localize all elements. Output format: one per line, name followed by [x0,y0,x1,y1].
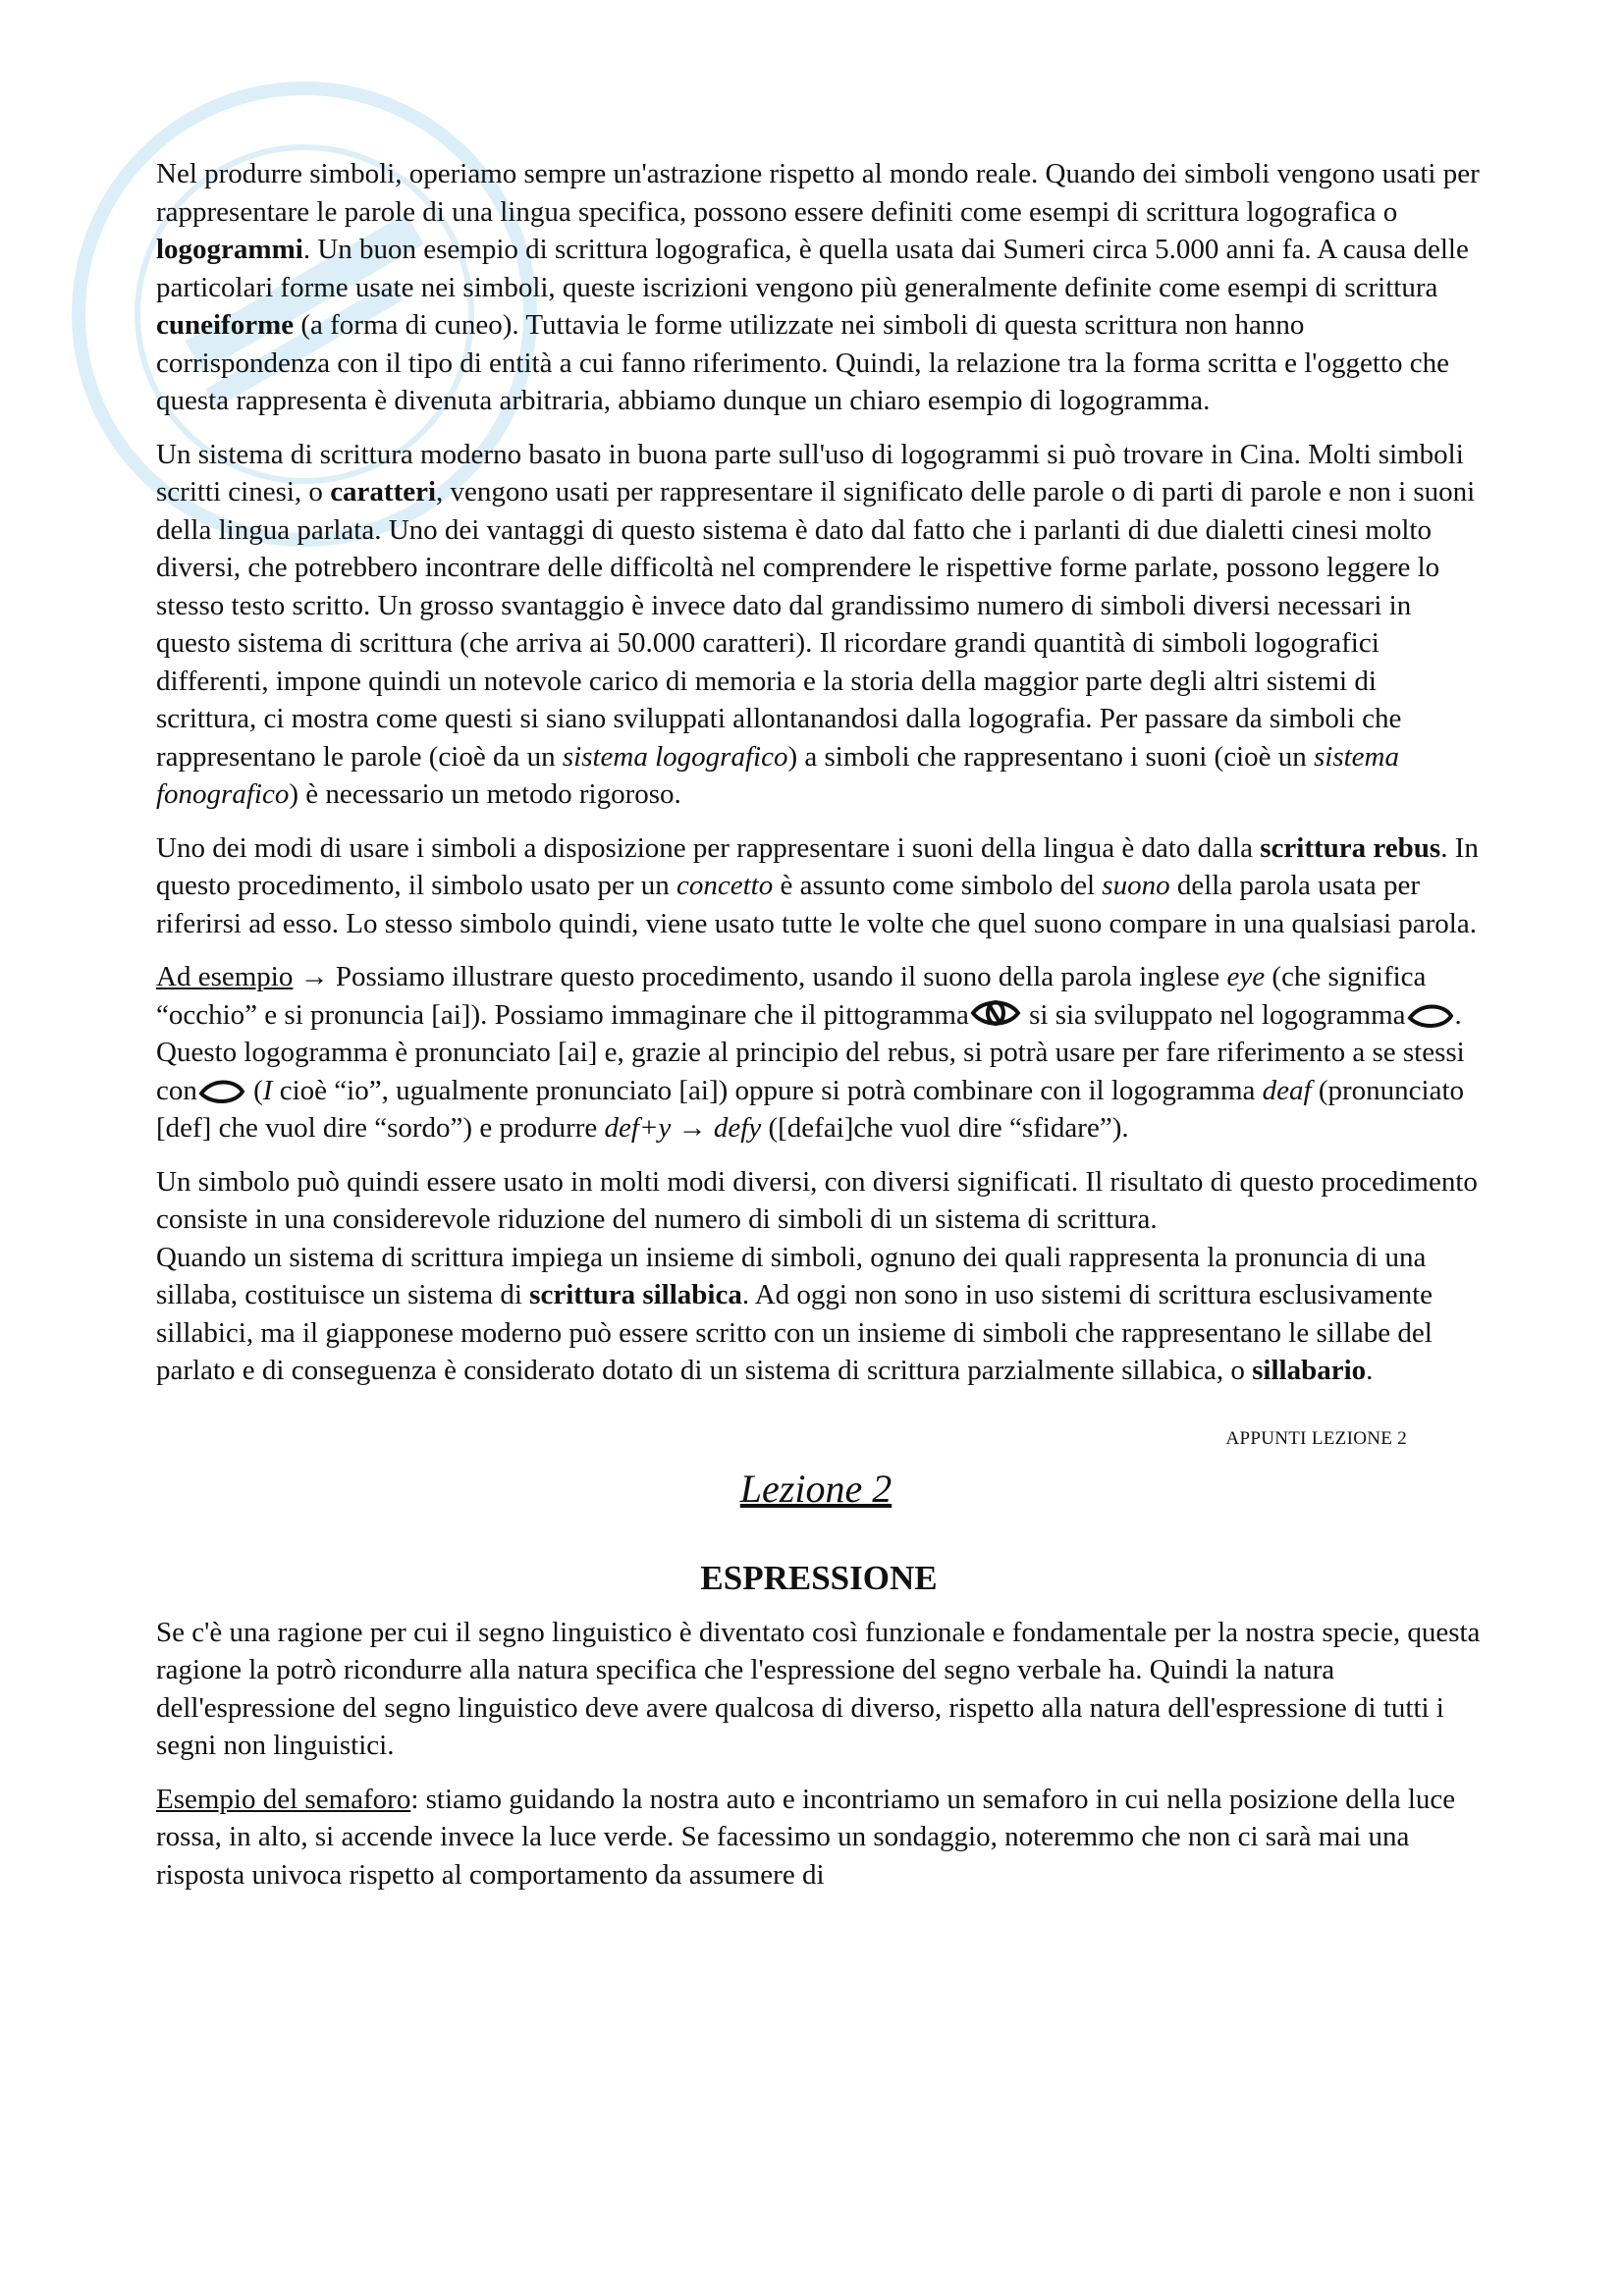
lesson-title: Lezione 2 [739,1466,893,1511]
term-logogrammi: logogrammi [156,234,303,265]
lesson-note: APPUNTI LEZIONE 2 [1225,1427,1407,1449]
paragraph-symbol-reduction: Un simbolo può quindi essere usato in molti modi diversi, con diversi significati. Il risultato di questo procedimento consiste in una considerevole riduzione del numero di simboli di un sistema di scrittura. [156,1165,1478,1235]
paragraph-traffic-light-example: Esempio del semaforo: stiamo guidando la nostra auto e incontriamo un semaforo in cui nella posizione della luce rossa, in alto, si accende invece la luce verde. Se facessimo un sondaggio, noteremmo che non ci sarà mai una risposta univoca rispetto al comportamento da assumere di [156,1783,1456,1891]
term-caratteri: caratteri [330,476,437,507]
term-scrittura-sillabica: scrittura sillabica [529,1279,742,1310]
term-scrittura-rebus: scrittura rebus [1260,831,1441,864]
term-sistema-logografico: sistema logografico [562,740,788,773]
paragraph-logograms: Nel produrre simboli, operiamo sempre un'astrazione rispetto al mondo reale. Quando dei simboli vengono usati per rappresentare le parole di una lingua specifica, possono essere definiti come esempi di scrittura logografica o logogrammi. Un buon esempio di scrittura logografica, è quella usata dai Sumeri circa 5.000 anni fa. A causa delle particolari forme usate nei simboli, queste iscrizioni vengono più generalmente definite come esempi di scrittura cuneiforme (a forma di cuneo). Tuttavia le forme utilizzate nei simboli di questa scrittura non hanno corrispondenza con il tipo di entità a cui fanno riferimento. Quindi, la relazione tra la forma scritta e l'oggetto che questa rappresenta è divenuta arbitraria, abbiamo dunque un chiaro esempio di logogramma. [156,158,1480,416]
eye-pictogram-icon [969,996,1022,1030]
document-page [156,155,1482,1909]
paragraph-expression: Se c'è una ragione per cui il segno linguistico è diventato così funzionale e fondamentale per la nostra specie, questa ragione la potrò ricondurre alla natura specifica che l'espressione del segno verbale ha. Quindi la natura dell'espressione del segno linguistico deve avere qualcosa di diverso, rispetto alla natura dell'espressione di tutti i segni non linguistici. [156,1616,1481,1761]
example-label: Ad esempio [156,961,294,992]
eye-logogram-icon [1406,1000,1455,1030]
section-heading: ESPRESSIONE [700,1558,938,1597]
example-label: Esempio del semaforo [156,1783,411,1815]
paragraph-rebus: Uno dei modi di usare i simboli a disposizione per rappresentare i suoni della lingua è dato dalla scrittura rebus. In questo procedimento, il simbolo usato per un concetto è assunto come simbolo del suono della parola usata per riferirsi ad esso. Lo stesso simbolo quindi, viene usato tutte le volte che quel suono compare in una qualsiasi parola. [156,831,1479,939]
term-sistema-fonografico: sistema fonografico [156,740,1399,810]
paragraph-chinese-characters: Un sistema di scrittura moderno basato in buona parte sull'uso di logogrammi si può trovare in Cina. Molti simboli scritti cinesi, o caratteri, vengono usati per rappresentare il significato delle parole o di parti di parole e non i suoni della lingua parlata. Uno dei vantaggi di questo sistema è dato dal fatto che i parlanti di due dialetti cinesi molto diversi, che potrebbero incontrare delle difficoltà nel comprendere le rispettive forme parlate, possono leggere lo stesso testo scritto. Un grosso svantaggio è invece dato dal grandissimo numero di simboli diversi necessari in questo sistema di scrittura (che arriva ai 50.000 caratteri). Il ricordare grandi quantità di simboli logografici differenti, impone quindi un notevole carico di memoria e la storia della maggior parte degli altri sistemi di scrittura, ci mostra come questi si siano sviluppati allontanandosi dalla logografia. Per passare da simboli che rappresentano le parole (cioè da un sistema logografico) a simboli che rappresentano i suoni (cioè un sistema fonografico) è necessario un metodo rigoroso. [156,438,1476,810]
eye-logogram-icon [197,1076,246,1105]
paragraph-syllabic-writing: Quando un sistema di scrittura impiega un insieme di simboli, ognuno dei quali rappresenta la pronuncia di una sillaba, costituisce un sistema di scrittura sillabica. Ad oggi non sono in uso sistemi di scrittura esclusivamente sillabici, ma il giapponese moderno può essere scritto con un insieme di simboli che rappresentano le sillabe del parlato e di conseguenza è considerato dotato di un sistema di scrittura parzialmente sillabica, o sillabario. [156,1241,1434,1386]
term-cuneiforme: cuneiforme [156,309,295,341]
term-sillabario: sillabario [1252,1355,1367,1386]
paragraph-eye-example: Ad esempio → Possiamo illustrare questo procedimento, usando il suono della parola inglese eye (che significa “occhio” e si pronuncia [ai]). Possiamo immaginare che il pittogramma si sia sviluppato nel logogramma . Questo logogramma è pronunciato [ai] e, grazie al principio del rebus, si potrà usare per fare riferimento a se stessi con (I cioè “io”, ugualmente pronunciato [ai]) oppure si potrà combinare con il logogramma deaf (pronunciato [def] che vuol dire “sordo”) e produrre def+y → defy ([defai]che vuol dire “sfidare”). [156,961,1465,1144]
